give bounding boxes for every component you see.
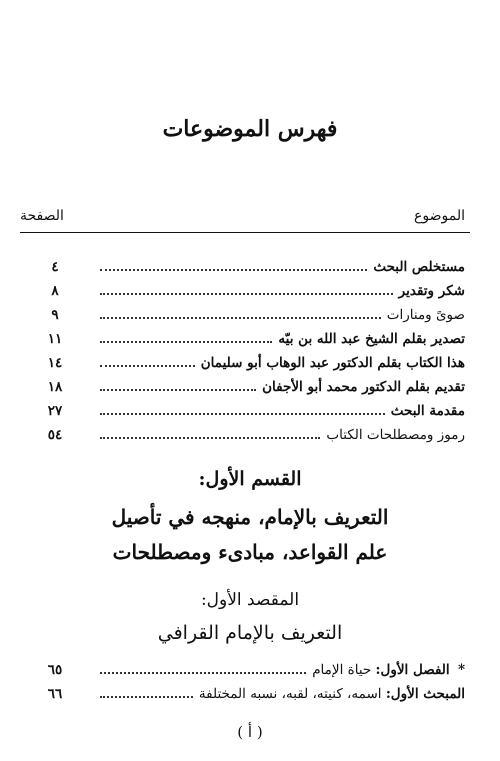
dot-leader [100, 340, 272, 343]
toc-entry-page: ١٤ [47, 355, 63, 371]
toc-entry-page: ١١ [47, 331, 63, 347]
toc-entry-page: ٨ [51, 283, 59, 299]
toc-entry-page: ١٨ [47, 379, 63, 395]
toc-entry-label: المبحث الأول: [385, 686, 465, 702]
toc-entry-page: ٦٦ [47, 686, 63, 702]
toc-row[interactable] [40, 324, 465, 348]
dot-leader [100, 316, 381, 319]
dot-leader [100, 436, 320, 439]
toc-entry-title: مستخلص البحث [373, 259, 465, 275]
dot-leader [100, 671, 306, 674]
toc-row[interactable] [40, 679, 465, 703]
header-rule [20, 232, 470, 233]
toc-row[interactable] [40, 300, 465, 324]
toc-entry-title [312, 661, 465, 679]
toc-entry-text: حياة الإمام [312, 662, 372, 678]
topic-header: الموضوع [414, 208, 465, 224]
toc-list-2 [40, 655, 465, 703]
toc-entry-page: ٥٤ [47, 427, 63, 443]
toc-row[interactable] [40, 348, 465, 372]
toc-row[interactable] [40, 276, 465, 300]
objective-title: التعريف بالإمام القرافي [157, 622, 343, 644]
toc-entry-page: ٤ [51, 259, 59, 275]
part-title-line-2: علم القواعد، مبادىء ومصطلحات [112, 540, 388, 564]
page-number: ( أ ) [237, 723, 263, 741]
dot-leader [100, 292, 393, 295]
toc-row[interactable] [40, 420, 465, 444]
toc-entry-title [199, 685, 465, 703]
toc-row[interactable] [40, 372, 465, 396]
toc-list [40, 252, 465, 444]
toc-entry-text: اسمه، كنيته، لقبه، نسبه المختلفة [198, 686, 382, 702]
star-marker: * [457, 662, 465, 678]
toc-entry-title: شكر وتقدير [398, 283, 465, 299]
page-title: فهرس الموضوعات [162, 116, 338, 142]
dot-leader [100, 364, 195, 367]
toc-entry-page: ٦٥ [47, 662, 63, 678]
toc-row[interactable] [40, 396, 465, 420]
toc-entry-title: هذا الكتاب بقلم الدكتور عبد الوهاب أبو سليمان [200, 355, 465, 371]
toc-row[interactable] [40, 655, 465, 679]
dot-leader [100, 695, 193, 698]
toc-row[interactable] [40, 252, 465, 276]
toc-entry-title: صوىً ومنارات [386, 307, 465, 323]
column-headers [20, 208, 465, 224]
part-label: القسم الأول: [198, 468, 302, 490]
dot-leader [100, 388, 256, 391]
dot-leader [100, 268, 367, 271]
part-title-line-1: التعريف بالإمام، منهجه في تأصيل [111, 505, 389, 529]
toc-entry-title: مقدمة البحث [390, 403, 465, 419]
toc-entry-label: الفصل الأول: [375, 662, 450, 678]
toc-entry-page: ٩ [51, 307, 59, 323]
objective-label: المقصد الأول: [200, 590, 300, 610]
toc-entry-title: تصدير بقلم الشيخ عبد الله بن بيّه [278, 331, 465, 347]
dot-leader [100, 412, 385, 415]
toc-entry-title: تقديم بقلم الدكتور محمد أبو الأجفان [262, 379, 465, 395]
page-header: الصفحة [20, 208, 64, 224]
toc-entry-page: ٢٧ [47, 403, 63, 419]
toc-entry-title: رموز ومصطلحات الكتاب [326, 427, 465, 443]
